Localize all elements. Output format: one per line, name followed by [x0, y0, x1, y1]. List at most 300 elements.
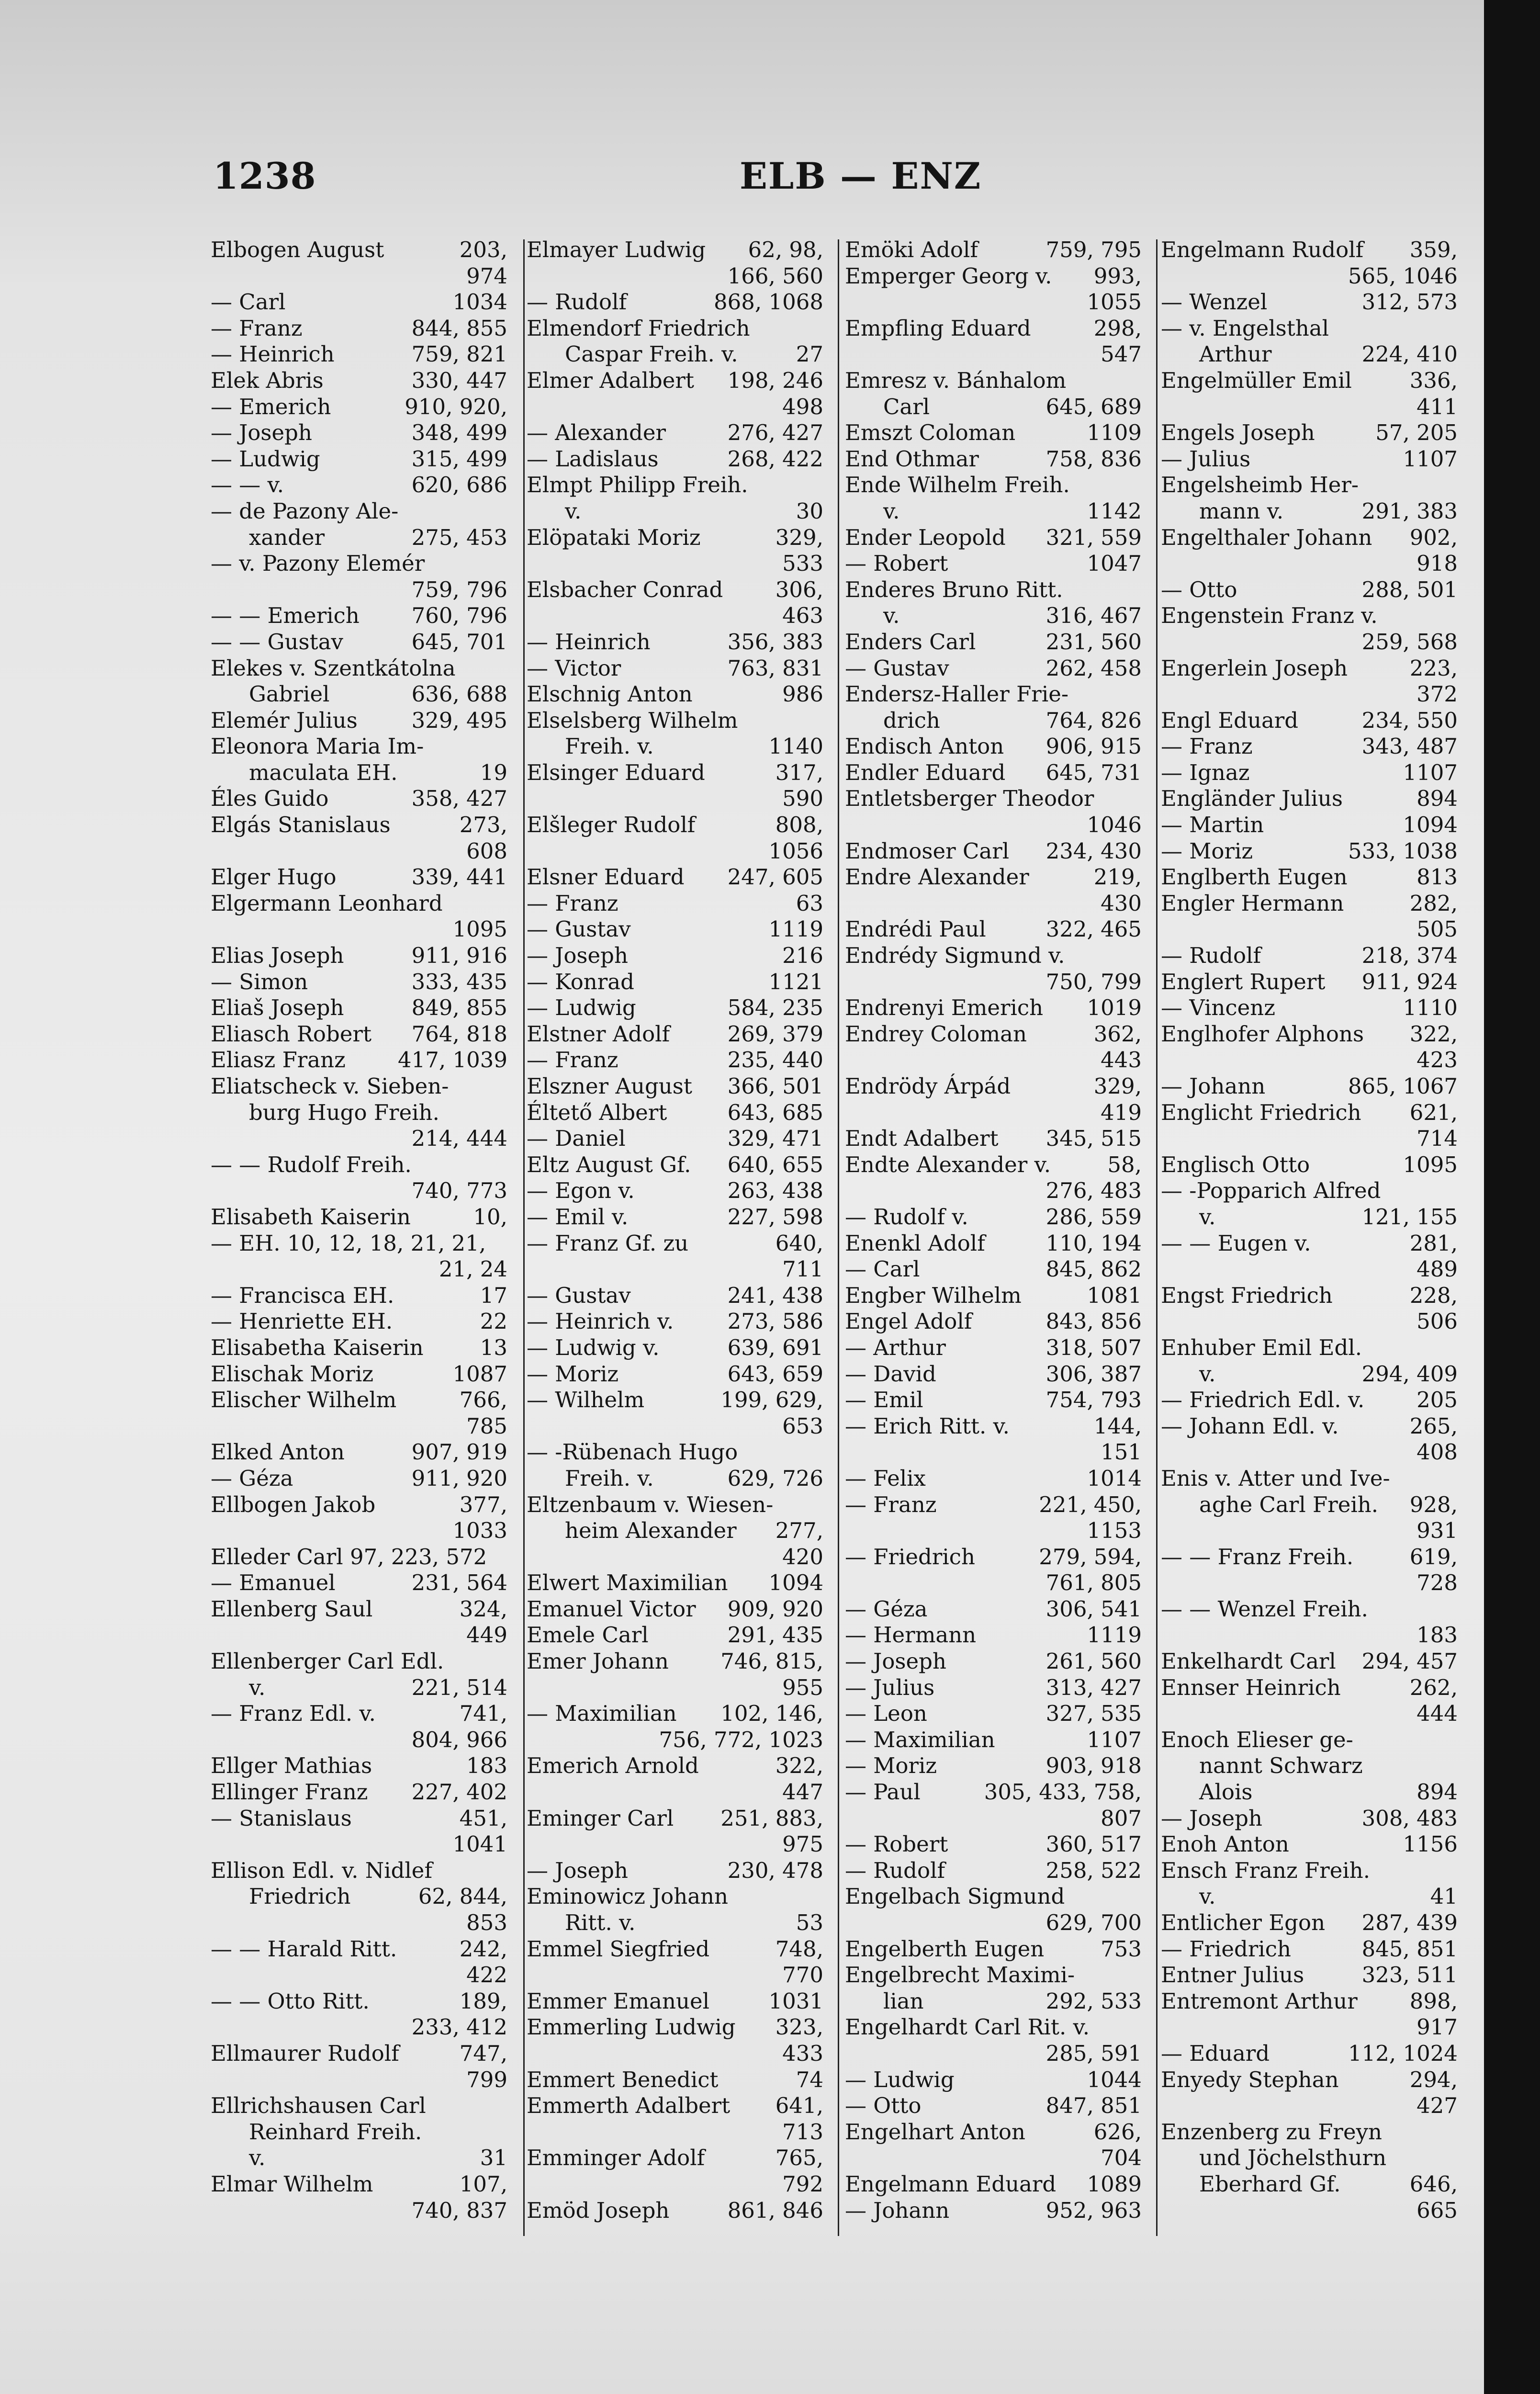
index-entry-continuation: 166, 560 [727, 263, 823, 289]
entry-pages: 306, [775, 576, 823, 602]
entry-pages: 758, 836 [1045, 446, 1142, 472]
entry-name: Entletsberger Theodor [845, 786, 1094, 812]
index-entry [211, 760, 507, 786]
entry-pages: 305, 433, 758, [984, 1779, 1142, 1805]
index-entry [1161, 864, 1458, 891]
entry-pages: 1156 [1403, 1831, 1458, 1857]
entry-name: — Ludwig [527, 995, 636, 1021]
entry-name: — Alexander [527, 420, 666, 446]
entry-name: Elmendorf Friedrich [527, 315, 750, 341]
index-entry [211, 1309, 507, 1335]
entry-name: Éltető Albert [527, 1099, 667, 1125]
index-entry [845, 1387, 1142, 1413]
index-entry [845, 2067, 1142, 2093]
index-entry [527, 1361, 823, 1388]
entry-pages: 306, 541 [1045, 1596, 1142, 1622]
index-entry [1161, 1779, 1458, 1806]
entry-pages: 640, 655 [727, 1152, 823, 1177]
entry-name: Emperger Georg v. [845, 263, 1052, 289]
entry-pages: 316, 467 [1045, 603, 1142, 629]
index-entry-continuation: 918 [1416, 551, 1458, 576]
entry-name: Elisabetha Kaiserin [211, 1334, 424, 1360]
entry-name: Engelbach Sigmund [845, 1884, 1065, 1909]
index-entry [211, 1100, 507, 1126]
index-entry [527, 812, 823, 838]
index-entry [527, 1806, 823, 1832]
entry-pages: 269, 379 [727, 1021, 823, 1047]
index-column-4 [1161, 237, 1458, 2224]
entry-name: — — v. [211, 472, 284, 498]
entry-pages: 322, 465 [1045, 916, 1142, 942]
entry-pages: 645, 689 [1045, 394, 1142, 419]
entry-name: Friedrich [249, 1884, 351, 1909]
index-entry [211, 734, 507, 760]
entry-pages: 343, 487 [1361, 734, 1458, 759]
entry-name: — EH. 10, 12, 18, 21, 21, [211, 1230, 486, 1256]
entry-pages: 621, [1409, 1099, 1458, 1125]
entry-name: — Maximilian [527, 1701, 677, 1727]
entry-pages: 636, 688 [411, 681, 507, 707]
index-entry [527, 420, 823, 446]
index-entry [1161, 786, 1458, 812]
entry-pages: 276, 427 [727, 420, 823, 446]
entry-pages: 813 [1416, 864, 1458, 890]
index-entry [845, 551, 1142, 577]
index-entry [527, 1596, 823, 1623]
entry-name: Enkelhardt Carl [1161, 1649, 1336, 1674]
index-entry [845, 1596, 1142, 1623]
entry-name: — — Emerich [211, 603, 360, 629]
entry-name: — Rudolf [845, 1857, 945, 1883]
index-entry [845, 577, 1142, 603]
entry-pages: 358, 427 [411, 786, 507, 812]
entry-name: Elmar Wilhelm [211, 2171, 373, 2197]
entry-name: Empfling Eduard [845, 315, 1031, 341]
entry-pages: 1142 [1087, 498, 1142, 524]
entry-name: — Konrad [527, 969, 634, 994]
index-entry [1161, 1283, 1458, 1309]
column-rule [523, 239, 525, 2236]
entry-name: Emmert Benedict [527, 2067, 719, 2092]
index-entry-continuation: 422 [466, 1962, 507, 1988]
entry-name: Engelberth Eugen [845, 1936, 1045, 1962]
entry-name: Éles Guido [211, 786, 329, 812]
index-entry-continuation: 711 [782, 1256, 823, 1282]
index-entry [527, 2198, 823, 2224]
entry-name: — Carl [211, 289, 286, 315]
index-entry [211, 551, 507, 577]
index-entry [527, 1701, 823, 1727]
entry-name: — Egon v. [527, 1178, 635, 1204]
index-entry [845, 1361, 1142, 1388]
entry-pages: 294, 457 [1361, 1649, 1458, 1674]
index-entry [211, 316, 507, 342]
entry-pages: 952, 963 [1045, 2197, 1142, 2223]
entry-pages: 902, [1409, 524, 1458, 550]
entry-pages: 327, 535 [1045, 1701, 1142, 1727]
index-entry [527, 734, 823, 760]
index-entry [527, 943, 823, 969]
index-entry [1161, 1413, 1458, 1440]
entry-name: Engelmüller Emil [1161, 367, 1352, 393]
index-entry [211, 472, 507, 498]
entry-name: v. [883, 498, 900, 524]
running-head: ELB — ENZ [740, 155, 982, 197]
entry-name: Elselsberg Wilhelm [527, 707, 738, 733]
entry-pages: 17 [480, 1282, 507, 1308]
index-entry-continuation: 1046 [1087, 812, 1142, 838]
entry-name: Elbogen August [211, 237, 384, 262]
entry-pages: 258, 522 [1045, 1857, 1142, 1883]
entry-pages: 230, 478 [727, 1857, 823, 1883]
index-entry [211, 1387, 507, 1413]
entry-pages: 845, 862 [1045, 1256, 1142, 1282]
index-entry [527, 1910, 823, 1936]
index-entry-continuation: 665 [1416, 2197, 1458, 2223]
entry-name: — de Pazony Ale- [211, 498, 399, 524]
entry-pages: 533, 1038 [1348, 838, 1458, 864]
index-entry [211, 1283, 507, 1309]
entry-name: Engler Hermann [1161, 890, 1344, 916]
index-entry-continuation: 713 [782, 2119, 823, 2145]
entry-pages: 62, 844, [418, 1884, 507, 1909]
index-entry [211, 1152, 507, 1178]
entry-pages: 291, 435 [727, 1622, 823, 1648]
index-entry [845, 2171, 1142, 2198]
entry-pages: 74 [796, 2067, 823, 2092]
entry-name: Engels Joseph [1161, 420, 1315, 446]
index-entry [527, 577, 823, 603]
index-entry [845, 1753, 1142, 1779]
page-number: 1238 [213, 155, 316, 197]
entry-pages: 318, 507 [1045, 1334, 1142, 1360]
entry-pages: 753 [1101, 1936, 1142, 1962]
entry-name: Emszt Coloman [845, 420, 1016, 446]
index-entry [845, 916, 1142, 943]
entry-pages: 845, 851 [1361, 1936, 1458, 1962]
entry-name: Ennser Heinrich [1161, 1674, 1341, 1700]
index-entry-continuation: 785 [466, 1413, 507, 1439]
entry-name: Eltzenbaum v. Wiesen- [527, 1491, 774, 1517]
entry-pages: 645, 701 [411, 629, 507, 655]
index-entry [845, 1988, 1142, 2015]
index-entry [1161, 1204, 1458, 1231]
entry-name: Ritt. v. [565, 1910, 636, 1935]
entry-pages: 263, 438 [727, 1178, 823, 1204]
entry-name: Engelthaler Johann [1161, 524, 1372, 550]
entry-name: Emer Johann [527, 1649, 669, 1674]
entry-name: — Arthur [845, 1334, 946, 1360]
entry-name: — Ladislaus [527, 446, 659, 472]
index-entry [1161, 1649, 1458, 1675]
entry-pages: 746, 815, [720, 1649, 823, 1674]
index-entry [211, 2093, 507, 2119]
entry-name: v. [883, 603, 900, 629]
entry-name: Engelmann Rudolf [1161, 237, 1364, 262]
index-entry [1161, 1492, 1458, 1518]
entry-pages: 333, 435 [411, 969, 507, 994]
entry-name: — Vincenz [1161, 995, 1275, 1021]
entry-pages: 306, 387 [1045, 1361, 1142, 1387]
index-entry [527, 891, 823, 917]
entry-name: Ellbogen Jakob [211, 1491, 376, 1517]
index-entry [211, 420, 507, 446]
entry-pages: 224, 410 [1361, 341, 1458, 367]
entry-pages: 1081 [1087, 1282, 1142, 1308]
index-entry [527, 1570, 823, 1596]
index-entry [527, 629, 823, 655]
entry-name: Engelmann Eduard [845, 2171, 1057, 2197]
index-entry [1161, 1962, 1458, 1988]
entry-pages: 903, 918 [1045, 1753, 1142, 1779]
entry-name: Eliasz Franz [211, 1047, 346, 1073]
index-entry [1161, 838, 1458, 865]
entry-pages: 1014 [1087, 1465, 1142, 1491]
entry-pages: 1019 [1087, 995, 1142, 1021]
index-entry [845, 1701, 1142, 1727]
index-entry [845, 2093, 1142, 2119]
entry-pages: 218, 374 [1361, 943, 1458, 969]
entry-name: Endrödy Árpád [845, 1073, 1011, 1099]
index-entry-continuation: 449 [466, 1622, 507, 1648]
index-entry [211, 891, 507, 917]
index-entry [845, 1204, 1142, 1231]
entry-pages: 1107 [1087, 1727, 1142, 1752]
index-entry-continuation: 974 [466, 263, 507, 289]
entry-pages: 294, 409 [1361, 1361, 1458, 1387]
entry-pages: 928, [1409, 1491, 1458, 1517]
entry-name: Endte Alexander v. [845, 1152, 1051, 1177]
index-entry [527, 1047, 823, 1073]
entry-name: Freih. v. [565, 734, 654, 759]
entry-name: Ellenberg Saul [211, 1596, 373, 1622]
entry-name: — Julius [845, 1674, 935, 1700]
index-entry [211, 629, 507, 655]
entry-name: Elschnig Anton [527, 681, 693, 707]
index-entry [845, 1021, 1142, 1048]
index-entry [845, 1727, 1142, 1753]
entry-name: — Franz Edl. v. [211, 1701, 376, 1727]
index-entry [211, 1936, 507, 1963]
entry-pages: 356, 383 [727, 629, 823, 655]
entry-name: Elsbacher Conrad [527, 576, 723, 602]
entry-name: v. [249, 1674, 266, 1700]
entry-pages: 227, 598 [727, 1204, 823, 1230]
entry-name: v. [249, 2145, 266, 2171]
index-entry-continuation: 807 [1101, 1805, 1142, 1831]
index-entry [1161, 1466, 1458, 1492]
index-entry [1161, 1387, 1458, 1413]
index-entry-continuation: 443 [1101, 1047, 1142, 1073]
entry-pages: 286, 559 [1045, 1204, 1142, 1230]
index-entry [527, 1335, 823, 1361]
entry-pages: 27 [796, 341, 823, 367]
entry-name: Engelbrecht Maximi- [845, 1962, 1075, 1988]
index-entry [527, 1309, 823, 1335]
index-column-3 [845, 237, 1142, 2224]
index-entry [845, 1413, 1142, 1440]
entry-name: Ellrichshausen Carl [211, 2093, 426, 2119]
index-entry [1161, 1231, 1458, 1257]
entry-name: — Joseph [845, 1649, 946, 1674]
index-entry [1161, 1178, 1458, 1204]
index-entry [211, 1021, 507, 1048]
entry-pages: 1095 [1403, 1152, 1458, 1177]
index-entry-continuation: 259, 568 [1361, 629, 1458, 655]
entry-pages: 262, 458 [1045, 655, 1142, 681]
entry-pages: 754, 793 [1045, 1387, 1142, 1413]
index-entry [845, 2198, 1142, 2224]
entry-name: Elek Abris [211, 367, 324, 393]
entry-name: — Erich Ritt. v. [845, 1413, 1010, 1439]
index-entry-continuation: 505 [1416, 916, 1458, 942]
entry-name: Enenkl Adolf [845, 1230, 985, 1256]
index-entry [1161, 655, 1458, 682]
entry-pages: 764, 818 [411, 1021, 507, 1047]
entry-pages: 911, 920 [411, 1465, 507, 1491]
entry-pages: 221, 450, [1039, 1491, 1142, 1517]
entry-name: — Franz [845, 1491, 937, 1517]
index-column-1 [211, 237, 507, 2224]
entry-name: — Victor [527, 655, 621, 681]
entry-pages: 322, [775, 1753, 823, 1779]
index-entry [527, 316, 823, 342]
entry-name: Eliaš Joseph [211, 995, 344, 1021]
entry-pages: 189, [459, 1988, 507, 2014]
entry-pages: 58, [1107, 1152, 1142, 1177]
index-entry-continuation: 1033 [452, 1518, 507, 1544]
entry-pages: 993, [1093, 263, 1142, 289]
entry-name: — Robert [845, 1831, 948, 1857]
entry-name: — Emanuel [211, 1570, 336, 1596]
entry-name: Elekes v. Szentkátolna [211, 655, 456, 681]
index-entry [211, 525, 507, 551]
entry-pages: 31 [480, 2145, 507, 2171]
entry-pages: 847, 851 [1045, 2093, 1142, 2119]
index-entry-continuation: 533 [782, 551, 823, 576]
index-entry [1161, 446, 1458, 473]
index-entry [211, 681, 507, 708]
entry-name: — Martin [1161, 812, 1264, 838]
index-entry-continuation: 433 [782, 2040, 823, 2066]
index-entry [845, 734, 1142, 760]
entry-name: Engelhardt Carl Rit. v. [845, 2014, 1090, 2040]
entry-pages: 366, 501 [727, 1073, 823, 1099]
entry-name: — Franz Gf. zu [527, 1230, 689, 1256]
entry-name: Elischer Wilhelm [211, 1387, 397, 1413]
entry-name: — Friedrich [1161, 1936, 1291, 1962]
entry-pages: 643, 685 [727, 1099, 823, 1125]
entry-name: — Emil [845, 1387, 923, 1413]
entry-name: — Johann [1161, 1073, 1266, 1099]
index-entry [1161, 995, 1458, 1021]
index-entry [211, 394, 507, 420]
entry-pages: 261, 560 [1045, 1649, 1142, 1674]
entry-pages: 242, [459, 1936, 507, 1962]
entry-name: Elmpt Philipp Freih. [527, 472, 748, 498]
index-entry [845, 838, 1142, 865]
entry-name: xander [249, 524, 325, 550]
index-entry [211, 1649, 507, 1675]
index-entry [527, 681, 823, 708]
entry-name: — Otto [845, 2093, 922, 2119]
entry-pages: 183 [466, 1753, 507, 1779]
entry-name: Englberth Eugen [1161, 864, 1348, 890]
index-entry [211, 995, 507, 1021]
entry-pages: 843, 856 [1045, 1309, 1142, 1334]
column-rule [838, 239, 839, 2236]
index-entry [211, 864, 507, 891]
entry-name: Eleonora Maria Im- [211, 734, 424, 759]
index-entry [845, 760, 1142, 786]
index-entry-continuation: 183 [1416, 1622, 1458, 1648]
index-entry [1161, 472, 1458, 498]
entry-pages: 22 [480, 1309, 507, 1334]
entry-pages: 759, 795 [1045, 237, 1142, 262]
index-entry [845, 1936, 1142, 1963]
entry-pages: 219, [1093, 864, 1142, 890]
entry-name: Endisch Anton [845, 734, 1004, 759]
index-entry [211, 446, 507, 473]
index-entry [1161, 1988, 1458, 2015]
entry-name: Elemér Julius [211, 707, 358, 733]
entry-name: — Moriz [845, 1753, 937, 1779]
entry-name: — — Otto Ritt. [211, 1988, 370, 2014]
entry-pages: 741, [459, 1701, 507, 1727]
entry-pages: 339, 441 [411, 864, 507, 890]
index-entry [1161, 1727, 1458, 1753]
index-entry [1161, 1910, 1458, 1936]
index-entry [845, 1152, 1142, 1178]
entry-pages: 63 [796, 890, 823, 916]
index-entry [527, 1204, 823, 1231]
entry-name: — — Wenzel Freih. [1161, 1596, 1368, 1622]
entry-pages: 241, 438 [727, 1282, 823, 1308]
index-entry-continuation: 1056 [768, 838, 823, 864]
entry-pages: 10, [473, 1204, 507, 1230]
index-entry [527, 1126, 823, 1152]
index-entry-continuation: 372 [1416, 681, 1458, 707]
index-entry [1161, 1361, 1458, 1388]
index-entry-continuation: 740, 837 [411, 2197, 507, 2223]
entry-pages: 760, 796 [411, 603, 507, 629]
entry-name: Endler Eduard [845, 759, 1006, 785]
entry-name: Engländer Julius [1161, 786, 1343, 812]
index-entry [211, 1884, 507, 1910]
entry-pages: 909, 920 [727, 1596, 823, 1622]
index-entry [845, 1779, 1142, 1806]
index-entry [845, 1858, 1142, 1884]
entry-pages: 1107 [1403, 446, 1458, 472]
entry-pages: 330, 447 [411, 367, 507, 393]
entry-name: — Rudolf [1161, 943, 1261, 969]
index-entry-continuation: 427 [1416, 2093, 1458, 2119]
index-entry [1161, 2145, 1458, 2171]
index-entry [527, 289, 823, 316]
index-entry [845, 1283, 1142, 1309]
entry-name: — Wenzel [1161, 289, 1268, 315]
entry-pages: 234, 430 [1045, 838, 1142, 864]
entry-name: Reinhard Freih. [249, 2119, 422, 2145]
entry-pages: 1119 [768, 916, 823, 942]
entry-name: — — Eugen v. [1161, 1230, 1311, 1256]
entry-pages: 321, 559 [1045, 524, 1142, 550]
entry-name: — Otto [1161, 576, 1237, 602]
entry-name: Elked Anton [211, 1439, 345, 1465]
entry-name: Engel Adolf [845, 1309, 972, 1334]
entry-pages: 199, 629, [720, 1387, 823, 1413]
index-entry [845, 1492, 1142, 1518]
